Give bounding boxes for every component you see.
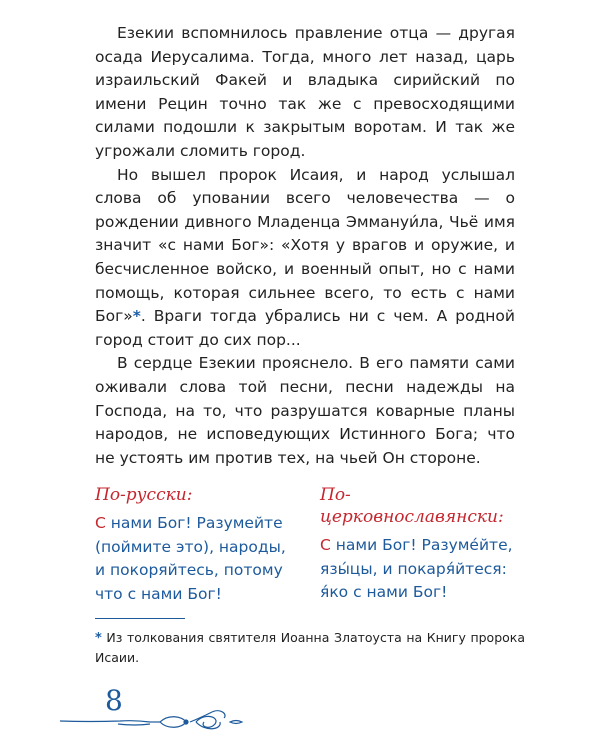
russian-initial: С (95, 514, 106, 532)
russian-text (95, 512, 295, 606)
russian-heading: По-русски: (95, 485, 193, 505)
footnote-text: Из толкования святителя Иоанна Златоуста на Книгу пророка Исаии. (95, 630, 525, 665)
church-slavonic-body: нами Бог! Разуме́йте, язы́цы, и покаря́йтеся: я́ко с нами Бог! (320, 536, 513, 602)
footnote (95, 628, 525, 667)
church-slavonic-heading: По-церковнославянски: (320, 485, 504, 527)
paragraph-2: Но вышел пророк Исаия, и народ услышал слова об уповании всего человечества — о рождении дивного Младенца Эммануи́ла, Чьё имя значит «с нами Бог»: «Хотя у врагов и оружие, и бесчисленное войско, и военный опыт, но с нами помощь, которая сильнее всего, то есть с нами Бог»*. Враги тогда убрались ни с чем. А родной город стоит до сих пор... (95, 165, 515, 349)
main-text (95, 22, 515, 470)
footnote-divider (95, 618, 185, 619)
paragraph-2-continuation: Враги тогда убрались ни с чем. А родной город стоит до сих пор... (95, 307, 515, 349)
footnote-marker: * (95, 631, 102, 646)
russian-body: нами Бог! Разумейте (поймите это), народы, и покоряйтесь, потому что с нами Бог! (95, 514, 286, 603)
footnote-reference: * (132, 307, 141, 326)
paragraph-2-text: Но вышел пророк Исаия, и народ услышал слова об уповании всего человечества — о рождении дивного Младенца Эммануи́ла, Чьё имя значит «с нами Бог»: «Хотя у врагов и оружие, и бесчисленное войско, и военный опыт, но с нами помощь, которая сильнее всего, то есть с нами Бог» (95, 165, 515, 326)
russian-column (95, 484, 295, 606)
church-slavonic-column (320, 484, 530, 605)
page-number: 8 (105, 684, 123, 717)
church-slavonic-initial: С (320, 536, 331, 554)
ornament-flourish-icon (0, 672, 600, 732)
paragraph-3: В сердце Езекии прояснело. В его памяти сами оживали слова той песни, песни надежды на Господа, на то, что разрушатся коварные планы народов, не исповедующих Истинного Бога; что не устоять им против тех, на чьей Он стороне. (95, 354, 515, 467)
church-slavonic-text (320, 534, 530, 605)
paragraph-1: Езекии вспомнилось правление отца — другая осада Иерусалима. Тогда, много лет назад, царь израильский Факей и владыка сирийский по имени Рецин точно так же с превосходящими силами подошли к закрытым воротам. И так же угрожали сломить город. (95, 24, 515, 160)
